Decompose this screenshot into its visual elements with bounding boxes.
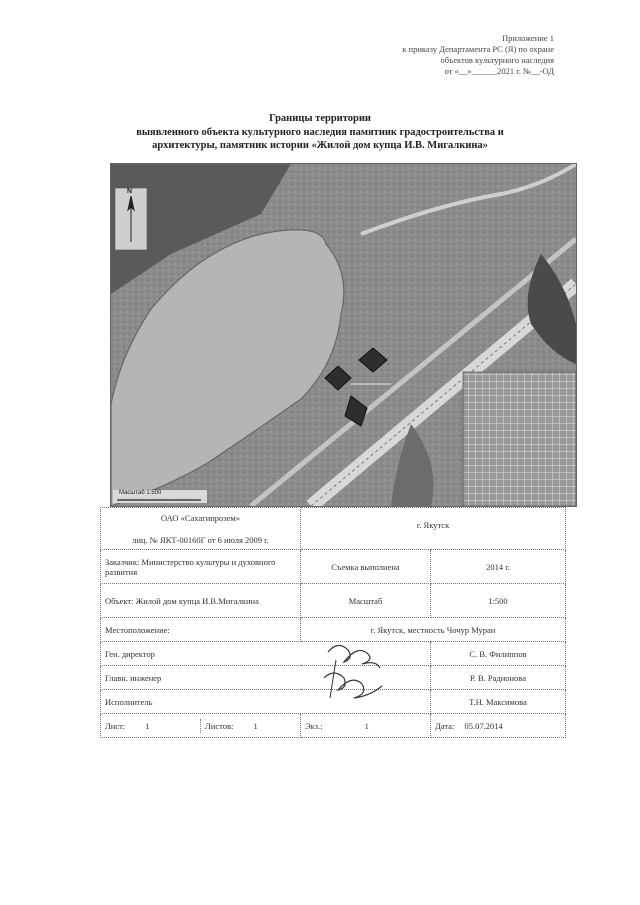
- appendix-line-1: Приложение 1: [502, 33, 554, 43]
- license-number: лиц. № ЯКТ-00160Г от 6 июля 2009 г.: [132, 534, 269, 545]
- director-label: Ген. директор: [101, 642, 431, 666]
- customer-cell: Заказчик: Министерство культуры и духовного развития: [101, 550, 301, 584]
- stamp-row-sheets: [101, 714, 566, 738]
- copy-cell: [301, 714, 431, 738]
- date-value: 05.07.2014: [464, 720, 503, 731]
- city-cell: г. Якутск: [301, 508, 566, 550]
- title-line-3: архитектуры, памятник истории «Жилой дом купца И.В. Мигалкина»: [152, 140, 488, 151]
- engineer-name: Р. В. Радионова: [431, 666, 566, 690]
- org-cell: [101, 508, 301, 550]
- sheet-label: Лист:: [105, 720, 126, 731]
- sheets-value: 1: [253, 720, 258, 731]
- copy-label: Экз.:: [305, 720, 323, 731]
- handwritten-signature: [318, 638, 388, 710]
- location-value: г. Якутск, местность Чочур Муран: [301, 618, 566, 642]
- stamp-row-org: [101, 508, 566, 550]
- org-name: ОАО «Сахагипрозем»: [160, 512, 241, 523]
- north-arrow-label: N: [127, 188, 133, 195]
- satellite-map: [110, 163, 577, 507]
- executor-name: Т.Н. Максимова: [431, 690, 566, 714]
- stamp-row-customer: [101, 550, 566, 584]
- appendix-line-3: объектов культурного наследия: [440, 55, 554, 65]
- location-label: Местоположение:: [101, 618, 301, 642]
- executor-label: Исполнитель: [101, 690, 431, 714]
- date-label: Дата:: [435, 720, 455, 731]
- director-name: С. В. Филиппов: [431, 642, 566, 666]
- appendix-line-4: от «__»______2021 г. №__-ОД: [444, 66, 554, 76]
- scale-value: 1:500: [431, 584, 566, 618]
- title-line-1: Границы территории: [269, 113, 371, 124]
- map-scale-text: Масштаб 1:500: [119, 490, 162, 496]
- survey-label: Съемка выполнена: [301, 550, 431, 584]
- stamp-row-object: [101, 584, 566, 618]
- document-title: [100, 112, 540, 153]
- map-image: [111, 164, 576, 506]
- survey-year: 2014 г.: [431, 550, 566, 584]
- date-cell: [431, 714, 566, 738]
- appendix-header: [334, 33, 554, 77]
- engineer-label: Главн. инженер: [101, 666, 431, 690]
- residential-grid-area: [463, 372, 576, 506]
- appendix-line-2: к приказу Департамента РС (Я) по охране: [402, 44, 554, 54]
- scale-label: Масштаб: [301, 584, 431, 618]
- copy-value: 1: [364, 720, 369, 731]
- object-cell: Объект: Жилой дом купца И.В.Мигалкина: [101, 584, 301, 618]
- sheet-cells: [101, 714, 301, 738]
- title-line-2: выявленного объекта культурного наследия памятник градостроительства и: [136, 126, 504, 138]
- sheet-subtable: [101, 719, 300, 733]
- sheet-value: 1: [145, 720, 150, 731]
- sheets-label: Листов:: [205, 720, 234, 731]
